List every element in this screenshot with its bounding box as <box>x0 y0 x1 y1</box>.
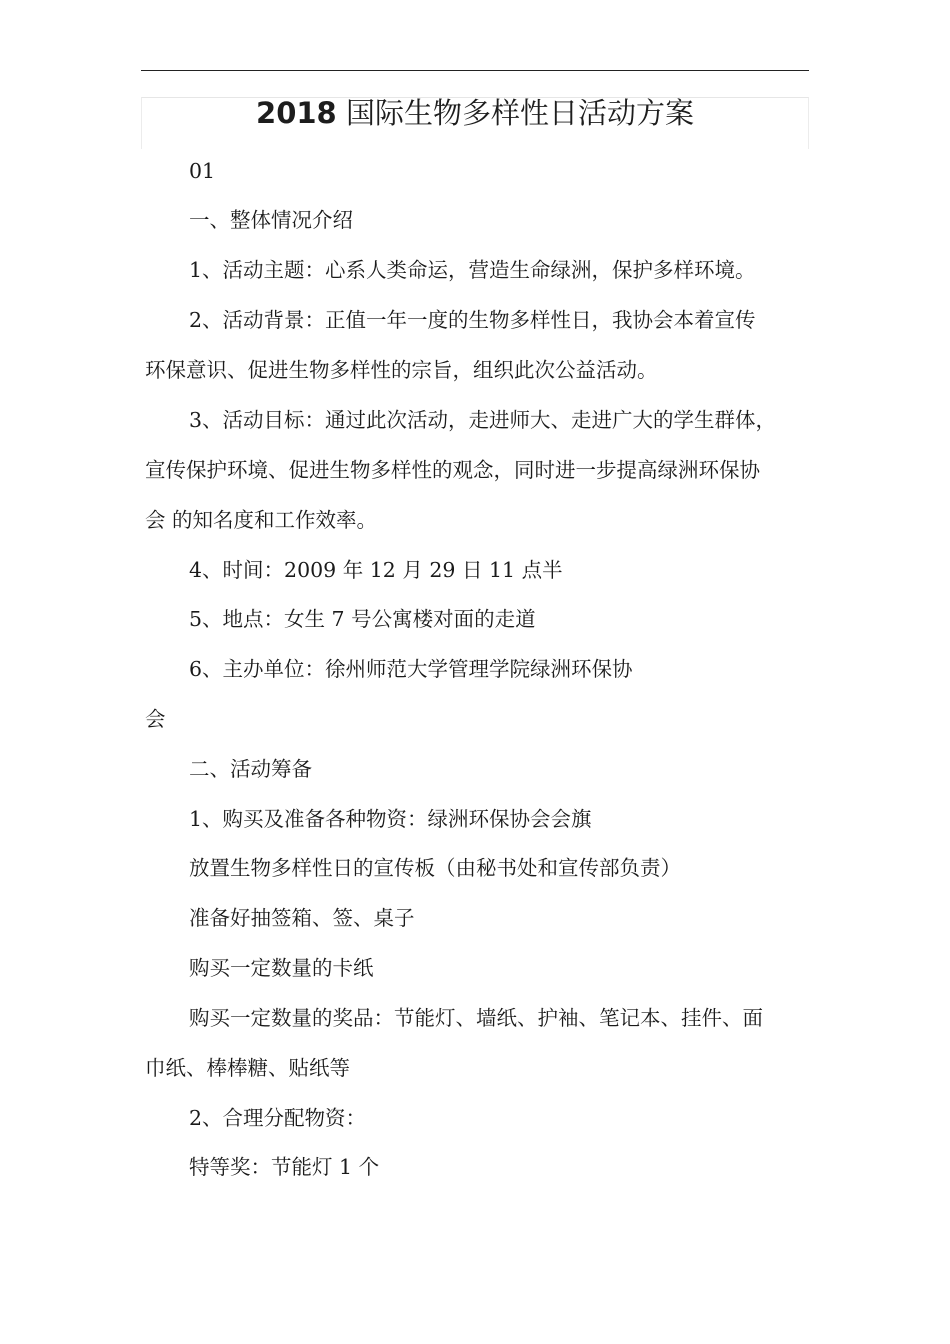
paragraph-line: 2、合理分配物资： <box>189 1106 367 1130</box>
title-text: 国际生物多样性日活动方案 <box>345 96 694 130</box>
document-title <box>0 91 950 132</box>
paragraph-line: 1、活动主题：心系人类命运，营造生命绿洲，保护多样环境。 <box>189 258 756 282</box>
paragraph-line: 3、活动目标：通过此次活动，走进师大、走进广大的学生群体， <box>189 408 777 432</box>
paragraph-line: 1、购买及准备各种物资：绿洲环保协会会旗 <box>189 807 592 831</box>
paragraph-line: 2、活动背景：正值一年一度的生物多样性日，我协会本着宣传 <box>189 308 756 332</box>
section-heading-overview: 一、整体情况介绍 <box>189 208 353 232</box>
paragraph-line: 5、地点：女生 7 号公寓楼对面的走道 <box>189 607 536 631</box>
section-heading-preparation: 二、活动筹备 <box>189 757 312 781</box>
title-year: 2018 <box>256 96 337 130</box>
paragraph-line: 购买一定数量的奖品：节能灯、墙纸、护袖、笔记本、挂件、面 <box>189 1006 763 1030</box>
paragraph-line: 购买一定数量的卡纸 <box>189 956 374 980</box>
paragraph-line: 4、时间：2009 年 12 月 29 日 11 点半 <box>189 558 563 582</box>
paragraph-line: 放置生物多样性日的宣传板（由秘书处和宣传部负责） <box>189 856 681 880</box>
paragraph-line: 会 的知名度和工作效率。 <box>145 508 378 532</box>
paragraph-line: 准备好抽签箱、签、桌子 <box>189 906 415 930</box>
paragraph-line: 6、主办单位：徐州师范大学管理学院绿洲环保协 <box>189 657 633 681</box>
header-rule <box>141 70 809 71</box>
section-number: 01 <box>189 159 216 183</box>
paragraph-line: 宣传保护环境、促进生物多样性的观念，同时进一步提高绿洲环保协 <box>145 458 760 482</box>
paragraph-line: 会 <box>145 707 166 731</box>
paragraph-line: 特等奖：节能灯 1 个 <box>189 1155 380 1179</box>
paragraph-line: 巾纸、棒棒糖、贴纸等 <box>145 1056 350 1080</box>
paragraph-line: 环保意识、促进生物多样性的宗旨，组织此次公益活动。 <box>145 358 658 382</box>
